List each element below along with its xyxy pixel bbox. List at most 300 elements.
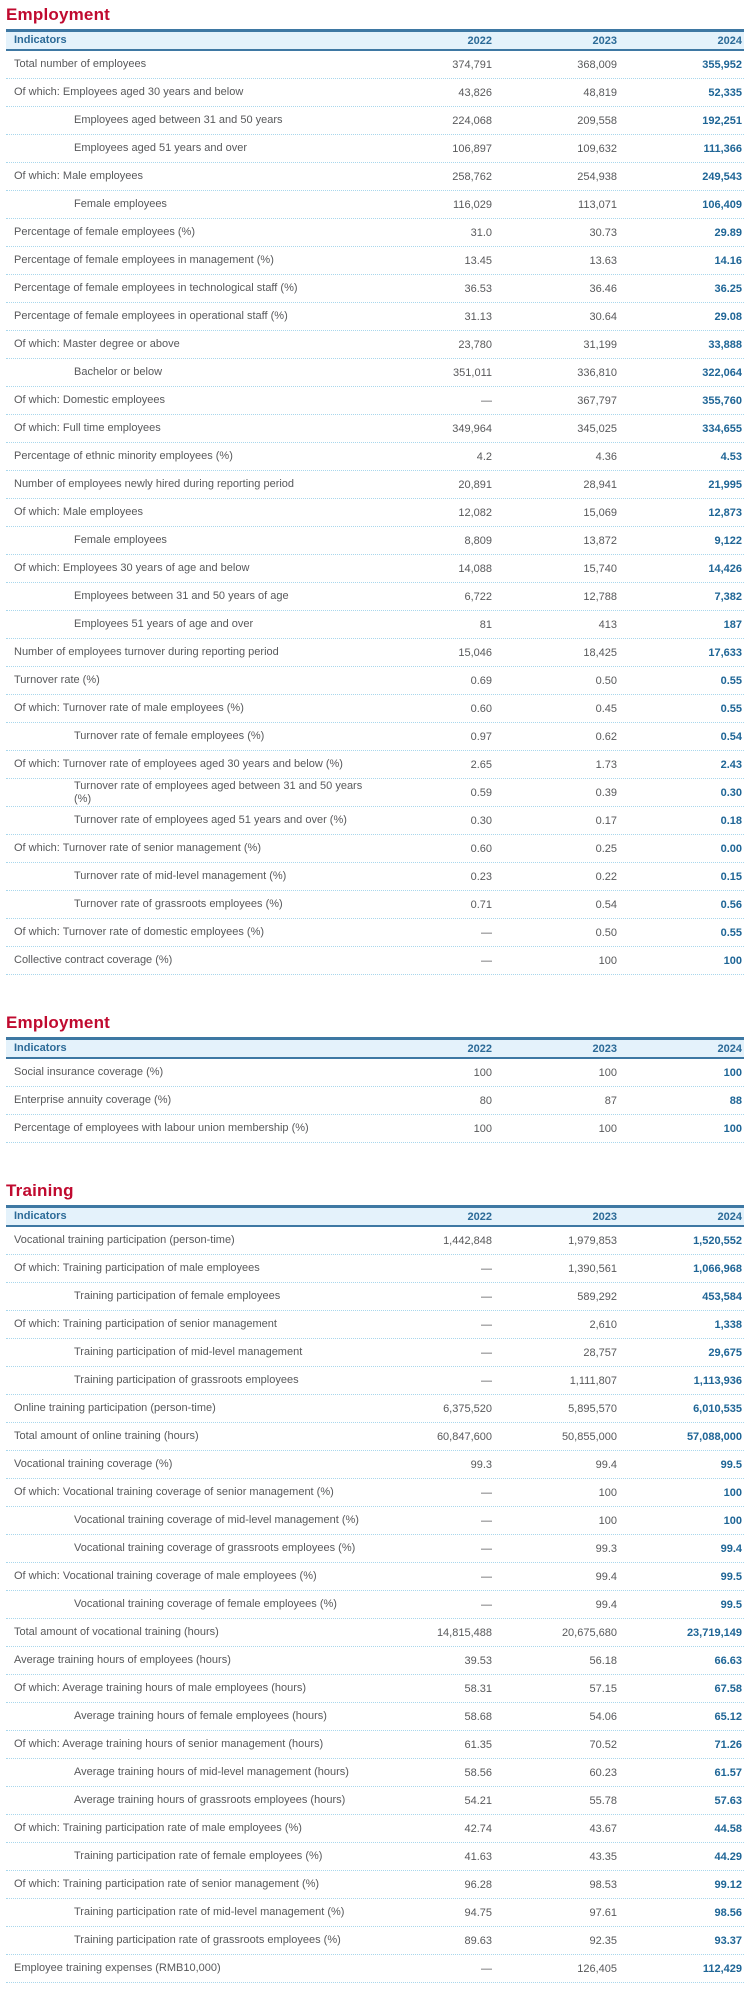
value-2022: 1,442,848 <box>443 1234 492 1247</box>
value-2022: 58.31 <box>464 1682 492 1695</box>
table-row <box>6 723 744 751</box>
table-row <box>6 779 744 807</box>
value-2024: 61.57 <box>714 1766 742 1779</box>
value-2023: 0.22 <box>595 870 617 883</box>
indicator-label: Turnover rate of employees aged 51 years and over (%) <box>74 814 347 826</box>
value-2023: 1,111,807 <box>569 1374 617 1387</box>
table-row <box>6 667 744 695</box>
indicator-label: Collective contract coverage (%) <box>14 954 173 966</box>
value-2024: 71.26 <box>714 1738 742 1751</box>
value-2023: 57.15 <box>589 1682 617 1695</box>
value-2022: — <box>481 1374 492 1387</box>
column-header-2024: 2024 <box>717 1042 742 1055</box>
table-row <box>6 1703 744 1731</box>
value-2022: — <box>481 1318 492 1331</box>
value-2024: 111,366 <box>703 142 742 155</box>
value-2022: 0.71 <box>470 898 492 911</box>
value-2024: 2.43 <box>720 758 742 771</box>
value-2023: 1,979,853 <box>568 1234 617 1247</box>
value-2024: 100 <box>723 1122 742 1135</box>
value-2024: 192,251 <box>702 114 742 127</box>
value-2022: — <box>481 1262 492 1275</box>
indicator-label: Of which: Turnover rate of domestic employees (%) <box>14 926 265 938</box>
indicator-label: Of which: Full time employees <box>14 422 161 434</box>
value-2024: 99.5 <box>720 1458 742 1471</box>
value-2024: 14,426 <box>708 562 742 575</box>
value-2023: 0.45 <box>595 702 617 715</box>
table-row <box>6 807 744 835</box>
table-row <box>6 51 744 79</box>
value-2023: 1,390,561 <box>568 1262 617 1275</box>
indicator-label: Social insurance coverage (%) <box>14 1066 164 1078</box>
indicator-label: Of which: Training participation rate of senior management (%) <box>14 1878 320 1890</box>
table-row <box>6 639 744 667</box>
value-2024: 57,088,000 <box>686 1430 742 1443</box>
table-row <box>6 1871 744 1899</box>
indicator-label: Employees aged 51 years and over <box>74 142 248 154</box>
value-2023: 100 <box>598 1486 617 1499</box>
table-row <box>6 1927 744 1955</box>
value-2024: 17,633 <box>708 646 742 659</box>
value-2024: 0.18 <box>720 814 742 827</box>
value-2023: 100 <box>598 954 617 967</box>
value-2022: — <box>481 926 492 939</box>
indicator-label: Of which: Turnover rate of senior management (%) <box>14 842 261 854</box>
value-2024: 52,335 <box>708 86 742 99</box>
value-2022: 0.23 <box>470 870 492 883</box>
value-2024: 334,655 <box>702 422 742 435</box>
value-2023: 126,405 <box>577 1962 617 1975</box>
indicator-label: Total amount of online training (hours) <box>14 1430 199 1442</box>
table-row <box>6 163 744 191</box>
value-2023: 87 <box>604 1094 617 1107</box>
value-2023: 109,632 <box>577 142 617 155</box>
value-2023: 54.06 <box>589 1710 617 1723</box>
table-row <box>6 135 744 163</box>
table-row <box>6 275 744 303</box>
indicator-label: Of which: Training participation of senior management <box>14 1318 277 1330</box>
indicator-label: Percentage of female employees in management (%) <box>14 254 274 266</box>
column-header-2023: 2023 <box>592 34 617 47</box>
value-2023: 18,425 <box>583 646 617 659</box>
table-row <box>6 1535 744 1563</box>
value-2024: 29.08 <box>714 310 742 323</box>
indicator-label: Of which: Training participation rate of male employees (%) <box>14 1822 302 1834</box>
value-2022: 43,826 <box>458 86 492 99</box>
table-row <box>6 919 744 947</box>
value-2022: 54.21 <box>464 1794 492 1807</box>
table-row <box>6 527 744 555</box>
value-2022: — <box>481 1514 492 1527</box>
table-row <box>6 1227 744 1255</box>
value-2023: 413 <box>598 618 617 631</box>
value-2023: 31,199 <box>583 338 617 351</box>
indicator-label: Enterprise annuity coverage (%) <box>14 1094 172 1106</box>
indicator-label: Of which: Turnover rate of employees aged 30 years and below (%) <box>14 758 343 770</box>
table-row <box>6 1843 744 1871</box>
column-header-2024: 2024 <box>717 34 742 47</box>
value-2024: 67.58 <box>714 1682 742 1695</box>
indicator-label: Training participation rate of grassroots employees (%) <box>74 1934 341 1946</box>
table-row <box>6 1087 744 1115</box>
value-2024: 44.58 <box>714 1822 742 1835</box>
value-2022: 0.59 <box>470 786 492 799</box>
indicator-label: Percentage of ethnic minority employees (%) <box>14 450 233 462</box>
indicator-label: Of which: Male employees <box>14 170 143 182</box>
value-2022: 99.3 <box>470 1458 492 1471</box>
value-2024: 0.15 <box>720 870 742 883</box>
indicator-label: Of which: Average training hours of senior management (hours) <box>14 1738 324 1750</box>
indicator-label: Vocational training coverage of grassroots employees (%) <box>74 1542 356 1554</box>
table-row <box>6 191 744 219</box>
table-row <box>6 387 744 415</box>
table-row <box>6 1115 744 1143</box>
table-row <box>6 1591 744 1619</box>
section-title: Training <box>6 1181 74 1200</box>
table-row <box>6 359 744 387</box>
table-row <box>6 611 744 639</box>
value-2024: 65.12 <box>714 1710 742 1723</box>
value-2023: 99.4 <box>595 1458 617 1471</box>
value-2023: 0.50 <box>595 674 617 687</box>
value-2024: 0.00 <box>720 842 742 855</box>
value-2022: 41.63 <box>464 1850 492 1863</box>
value-2023: 60.23 <box>589 1766 617 1779</box>
value-2023: 336,810 <box>577 366 617 379</box>
table-row <box>6 751 744 779</box>
table-row <box>6 1283 744 1311</box>
value-2023: 209,558 <box>577 114 617 127</box>
employment-section-1 <box>6 5 744 975</box>
indicator-label: Turnover rate of employees aged between 31 and 50 years (%) <box>74 779 363 805</box>
value-2024: 322,064 <box>702 366 742 379</box>
column-header-2022: 2022 <box>467 34 492 47</box>
value-2022: 39.53 <box>464 1654 492 1667</box>
table-row <box>6 1395 744 1423</box>
value-2022: 94.75 <box>464 1906 492 1919</box>
value-2024: 0.56 <box>720 898 742 911</box>
value-2024: 6,010,535 <box>693 1402 742 1415</box>
value-2024: 1,338 <box>714 1318 742 1331</box>
value-2022: 89.63 <box>464 1934 492 1947</box>
value-2023: 43.35 <box>589 1850 617 1863</box>
value-2022: 31.13 <box>464 310 492 323</box>
table-row <box>6 1507 744 1535</box>
value-2024: 100 <box>723 1486 742 1499</box>
value-2023: 0.17 <box>595 814 617 827</box>
table-row <box>6 1787 744 1815</box>
value-2022: 58.56 <box>464 1766 492 1779</box>
value-2022: — <box>481 954 492 967</box>
table-row <box>6 303 744 331</box>
table-row <box>6 1367 744 1395</box>
table-row <box>6 1675 744 1703</box>
table-body <box>6 1227 744 1983</box>
value-2024: 1,066,968 <box>693 1262 742 1275</box>
value-2022: 6,722 <box>464 590 492 603</box>
value-2024: 0.30 <box>720 786 742 799</box>
table-row <box>6 1339 744 1367</box>
table-row <box>6 1899 744 1927</box>
value-2023: 99.4 <box>595 1570 617 1583</box>
value-2023: 92.35 <box>589 1934 617 1947</box>
indicator-label: Number of employees turnover during reporting period <box>14 646 279 658</box>
indicator-label: Training participation of female employees <box>74 1290 281 1302</box>
column-header-2022: 2022 <box>467 1210 492 1223</box>
value-2024: 93.37 <box>714 1934 742 1947</box>
value-2024: 0.55 <box>720 926 742 939</box>
value-2023: 28,941 <box>583 478 617 491</box>
value-2022: 224,068 <box>452 114 492 127</box>
indicator-label: Percentage of employees with labour union membership (%) <box>14 1122 309 1134</box>
value-2022: 0.69 <box>470 674 492 687</box>
indicator-label: Of which: Male employees <box>14 506 143 518</box>
table-row <box>6 79 744 107</box>
value-2023: 12,788 <box>583 590 617 603</box>
value-2022: 81 <box>479 618 492 631</box>
indicator-label: Of which: Employees aged 30 years and below <box>14 86 244 98</box>
column-header-indicators: Indicators <box>14 34 67 46</box>
indicator-label: Turnover rate of female employees (%) <box>74 730 265 742</box>
value-2023: 0.39 <box>595 786 617 799</box>
value-2024: 112,429 <box>702 1962 742 1975</box>
indicator-label: Online training participation (person-time) <box>14 1402 216 1414</box>
table-row <box>6 891 744 919</box>
table-row <box>6 1759 744 1787</box>
table-row <box>6 1731 744 1759</box>
indicator-label: Of which: Domestic employees <box>14 394 165 406</box>
table-row <box>6 835 744 863</box>
indicator-label: Total amount of vocational training (hours) <box>14 1626 219 1638</box>
value-2023: 99.4 <box>595 1598 617 1611</box>
value-2024: 7,382 <box>714 590 742 603</box>
value-2022: 374,791 <box>452 58 492 71</box>
indicator-label: Of which: Average training hours of male employees (hours) <box>14 1682 307 1694</box>
value-2022: 80 <box>479 1094 492 1107</box>
table-row <box>6 863 744 891</box>
indicator-label: Female employees <box>74 534 167 546</box>
table-row <box>6 1815 744 1843</box>
value-2022: — <box>481 1346 492 1359</box>
column-header-2022: 2022 <box>467 1042 492 1055</box>
indicator-label: Average training hours of female employees (hours) <box>74 1710 327 1722</box>
column-header-2023: 2023 <box>592 1042 617 1055</box>
value-2023: 36.46 <box>589 282 617 295</box>
value-2023: 70.52 <box>589 1738 617 1751</box>
value-2022: 100 <box>473 1122 492 1135</box>
indicator-label: Turnover rate of mid-level management (%) <box>74 870 287 882</box>
indicator-label: Turnover rate of grassroots employees (%) <box>74 898 283 910</box>
value-2023: 50,855,000 <box>561 1430 617 1443</box>
indicator-label: Average training hours of grassroots employees (hours) <box>74 1794 346 1806</box>
table-row <box>6 583 744 611</box>
value-2022: 2.65 <box>470 758 492 771</box>
indicator-label: Turnover rate (%) <box>14 674 100 686</box>
table-row <box>6 695 744 723</box>
value-2024: 106,409 <box>702 198 742 211</box>
table-row <box>6 1311 744 1339</box>
value-2024: 57.63 <box>714 1794 742 1807</box>
indicator-label: Vocational training participation (person-time) <box>14 1234 235 1246</box>
indicator-label: Employees 51 years of age and over <box>74 618 254 630</box>
indicator-label: Employee training expenses (RMB10,000) <box>14 1962 221 1974</box>
value-2024: 36.25 <box>714 282 742 295</box>
value-2022: — <box>481 394 492 407</box>
value-2024: 33,888 <box>708 338 742 351</box>
value-2022: 31.0 <box>470 226 492 239</box>
indicator-label: Average training hours of employees (hours) <box>14 1654 231 1666</box>
indicator-label: Female employees <box>74 198 167 210</box>
value-2022: 8,809 <box>464 534 492 547</box>
indicator-label: Bachelor or below <box>74 366 163 378</box>
value-2024: 21,995 <box>708 478 742 491</box>
training-section <box>6 1181 744 1983</box>
value-2022: — <box>481 1290 492 1303</box>
value-2022: 100 <box>473 1066 492 1079</box>
value-2022: 6,375,520 <box>443 1402 492 1415</box>
value-2023: 2,610 <box>589 1318 617 1331</box>
value-2022: 15,046 <box>458 646 492 659</box>
value-2024: 29.89 <box>714 226 742 239</box>
value-2022: 0.97 <box>470 730 492 743</box>
indicator-label: Average training hours of mid-level management (hours) <box>74 1766 349 1778</box>
value-2023: 0.62 <box>595 730 617 743</box>
value-2022: 0.30 <box>470 814 492 827</box>
table-header-row <box>6 29 744 51</box>
value-2024: 66.63 <box>714 1654 742 1667</box>
value-2022: 61.35 <box>464 1738 492 1751</box>
indicator-label: Vocational training coverage of mid-level management (%) <box>74 1514 359 1526</box>
value-2024: 44.29 <box>714 1850 742 1863</box>
table-row <box>6 555 744 583</box>
table-row <box>6 107 744 135</box>
value-2024: 249,543 <box>702 170 742 183</box>
value-2023: 20,675,680 <box>561 1626 617 1639</box>
value-2024: 0.55 <box>720 702 742 715</box>
value-2023: 97.61 <box>589 1906 617 1919</box>
value-2023: 99.3 <box>595 1542 617 1555</box>
table-row <box>6 1423 744 1451</box>
indicator-label: Training participation of grassroots employees <box>74 1374 299 1386</box>
value-2023: 113,071 <box>578 198 617 211</box>
value-2023: 345,025 <box>577 422 617 435</box>
table-row <box>6 331 744 359</box>
value-2023: 0.25 <box>595 842 617 855</box>
value-2022: 60,847,600 <box>436 1430 492 1443</box>
indicator-label: Of which: Turnover rate of male employees (%) <box>14 702 244 714</box>
column-header-2023: 2023 <box>592 1210 617 1223</box>
table-row <box>6 1563 744 1591</box>
value-2022: — <box>481 1542 492 1555</box>
value-2024: 1,520,552 <box>693 1234 742 1247</box>
table-row <box>6 1619 744 1647</box>
value-2023: 100 <box>598 1122 617 1135</box>
table-row <box>6 247 744 275</box>
value-2023: 5,895,570 <box>568 1402 617 1415</box>
value-2024: 29,675 <box>708 1346 742 1359</box>
value-2024: 99.5 <box>720 1598 742 1611</box>
value-2022: 0.60 <box>470 702 492 715</box>
indicator-label: Percentage of female employees in operational staff (%) <box>14 310 288 322</box>
value-2022: 96.28 <box>464 1878 492 1891</box>
value-2024: 100 <box>723 954 742 967</box>
value-2023: 1.73 <box>595 758 617 771</box>
table-row <box>6 415 744 443</box>
table-header-row <box>6 1205 744 1227</box>
value-2023: 15,740 <box>583 562 617 575</box>
value-2023: 15,069 <box>583 506 617 519</box>
value-2022: 14,088 <box>458 562 492 575</box>
value-2024: 88 <box>729 1094 742 1107</box>
table-row <box>6 219 744 247</box>
section-title: Employment <box>6 5 111 24</box>
value-2024: 100 <box>723 1066 742 1079</box>
value-2023: 254,938 <box>577 170 617 183</box>
value-2024: 99.4 <box>720 1542 742 1555</box>
indicator-label: Training participation rate of mid-level management (%) <box>74 1906 345 1918</box>
value-2023: 30.73 <box>589 226 617 239</box>
value-2024: 0.55 <box>720 674 742 687</box>
table-row <box>6 1647 744 1675</box>
section-title: Employment <box>6 1013 111 1032</box>
value-2023: 13,872 <box>583 534 617 547</box>
value-2022: 116,029 <box>453 198 492 211</box>
value-2023: 0.54 <box>595 898 617 911</box>
value-2022: — <box>481 1962 492 1975</box>
value-2024: 4.53 <box>720 450 742 463</box>
value-2024: 98.56 <box>714 1906 742 1919</box>
value-2023: 100 <box>598 1066 617 1079</box>
value-2022: 20,891 <box>458 478 492 491</box>
value-2022: 106,897 <box>452 142 492 155</box>
indicator-label: Number of employees newly hired during reporting period <box>14 478 295 490</box>
table-row <box>6 443 744 471</box>
table-row <box>6 471 744 499</box>
value-2023: 56.18 <box>589 1654 617 1667</box>
value-2023: 0.50 <box>595 926 617 939</box>
value-2022: 349,964 <box>452 422 492 435</box>
value-2023: 4.36 <box>595 450 617 463</box>
value-2023: 43.67 <box>589 1822 617 1835</box>
value-2023: 367,797 <box>577 394 617 407</box>
value-2023: 30.64 <box>589 310 617 323</box>
value-2023: 589,292 <box>577 1290 617 1303</box>
value-2022: 23,780 <box>458 338 492 351</box>
value-2024: 14.16 <box>714 254 742 267</box>
table-body <box>6 1059 744 1143</box>
table-header-row <box>6 1037 744 1059</box>
value-2023: 55.78 <box>589 1794 617 1807</box>
value-2023: 13.63 <box>589 254 617 267</box>
indicator-label: Vocational training coverage of female employees (%) <box>74 1598 337 1610</box>
table-row <box>6 1955 744 1983</box>
indicator-label: Of which: Vocational training coverage of senior management (%) <box>14 1486 334 1498</box>
value-2022: — <box>481 1570 492 1583</box>
indicator-label: Total number of employees <box>14 58 147 70</box>
indicator-label: Training participation rate of female employees (%) <box>74 1850 323 1862</box>
value-2022: 351,011 <box>453 366 492 379</box>
value-2024: 100 <box>723 1514 742 1527</box>
indicator-label: Percentage of female employees (%) <box>14 226 195 238</box>
value-2024: 1,113,936 <box>693 1374 742 1387</box>
value-2024: 355,760 <box>702 394 742 407</box>
value-2024: 355,952 <box>702 58 742 71</box>
column-header-2024: 2024 <box>717 1210 742 1223</box>
table-row <box>6 1059 744 1087</box>
value-2022: 14,815,488 <box>436 1626 492 1639</box>
value-2022: 58.68 <box>464 1710 492 1723</box>
value-2022: 4.2 <box>476 450 492 463</box>
